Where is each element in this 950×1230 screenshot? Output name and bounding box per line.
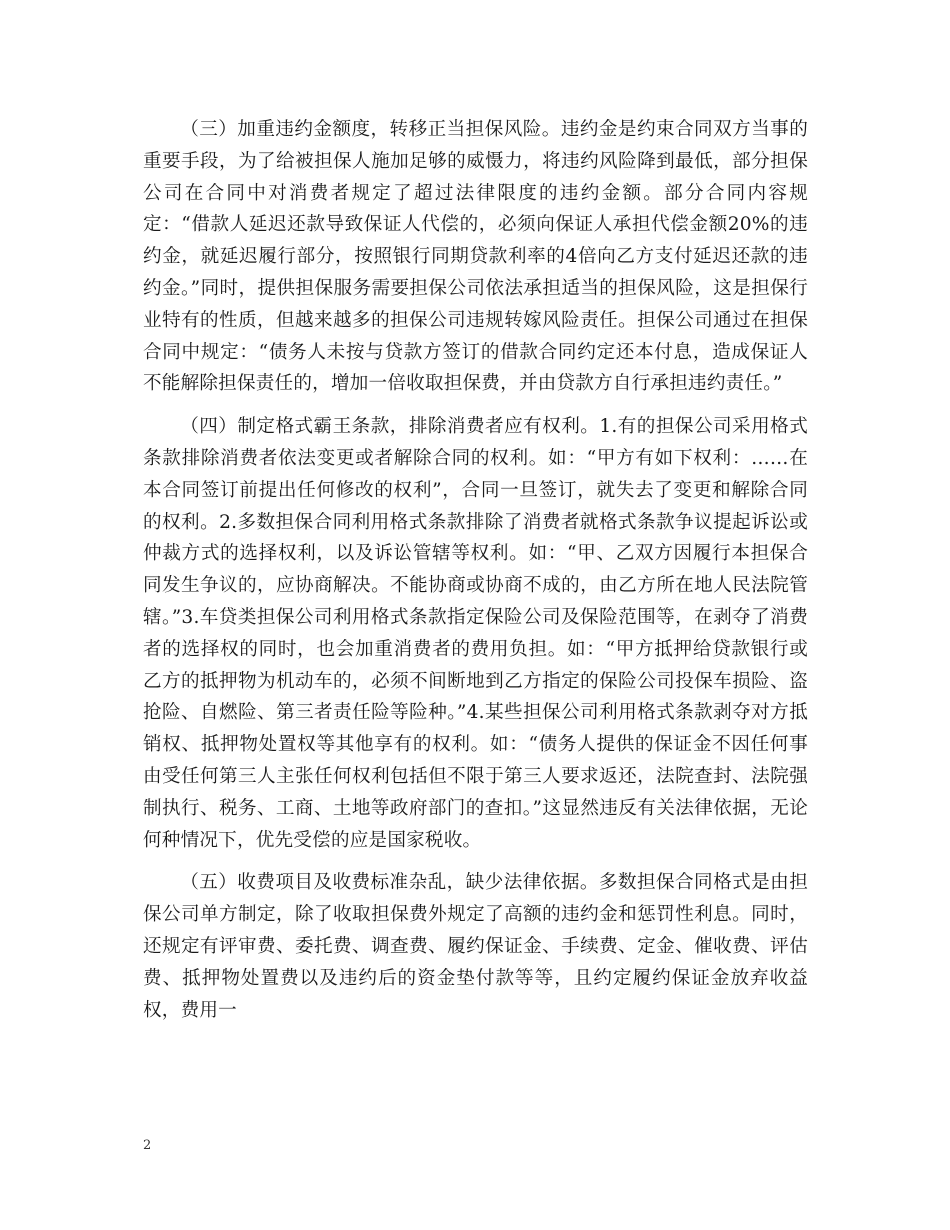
paragraph-three-penalty: （三）加重违约金额度，转移正当担保风险。违约金是约束合同双方当事的重要手段，为了给被担保人施加足够的威慑力，将违约风险降到最低，部分担保公司在合同中对消费者规定了超过法律限度的违约金额。部分合同内容规定：“借款人延迟还款导致保证人代偿的，必须向保证人承担代偿金额20%的违约金，就延迟履行部分，按照银行同期贷款利率的4倍向乙方支付延迟还款的违约金。”同时，提供担保服务需要担保公司依法承担适当的担保风险，这是担保行业特有的性质，但越来越多的担保公司违规转嫁风险责任。担保公司通过在担保合同中规定：“债务人未按与贷款方签订的借款合同约定还本付息，造成保证人不能解除担保责任的，增加一倍收取担保费，并由贷款方自行承担违约责任。” — [143, 119, 808, 395]
document-body — [143, 114, 808, 1037]
paragraph-five-fees: （五）收费项目及收费标准杂乱，缺少法律依据。多数担保合同格式是由担保公司单方制定，除了收取担保费外规定了高额的违约金和惩罚性利息。同时，还规定有评审费、委托费、调查费、履约保证金、手续费、定金、催收费、评估费、抵押物处置费以及违约后的资金垫付款等等，且约定履约保证金放弃收益权，费用一 — [143, 872, 808, 1021]
page-number: 2 — [143, 1138, 152, 1153]
paragraph-four-standard-clauses: （四）制定格式霸王条款，排除消费者应有权利。1.有的担保公司采用格式条款排除消费者依法变更或者解除合同的权利。如：“甲方有如下权利：……在本合同签订前提出任何修改的权利”，合同一旦签订，就失去了变更和解除合同的权利。2.多数担保合同利用格式条款排除了消费者就格式条款争议提起诉讼或仲裁方式的选择权利，以及诉讼管辖等权利。如：“甲、乙双方因履行本担保合同发生争议的，应协商解决。不能协商或协商不成的，由乙方所在地人民法院管辖。”3.车贷类担保公司利用格式条款指定保险公司及保险范围等，在剥夺了消费者的选择权的同时，也会加重消费者的费用负担。如：“甲方抵押给贷款银行或乙方的抵押物为机动车的，必须不间断地到乙方指定的保险公司投保车损险、盗抢险、自燃险、第三者责任险等险种。”4.某些担保公司利用格式条款剥夺对方抵销权、抵押物处置权等其他享有的权利。如：“债务人提供的保证金不因任何事由受任何第三人主张任何权利包括但不限于第三人要求返还，法院查封、法院强制执行、税务、工商、土地等政府部门的查扣。”这显然违反有关法律依据，无论何种情况下，优先受偿的应是国家税收。 — [143, 416, 808, 851]
